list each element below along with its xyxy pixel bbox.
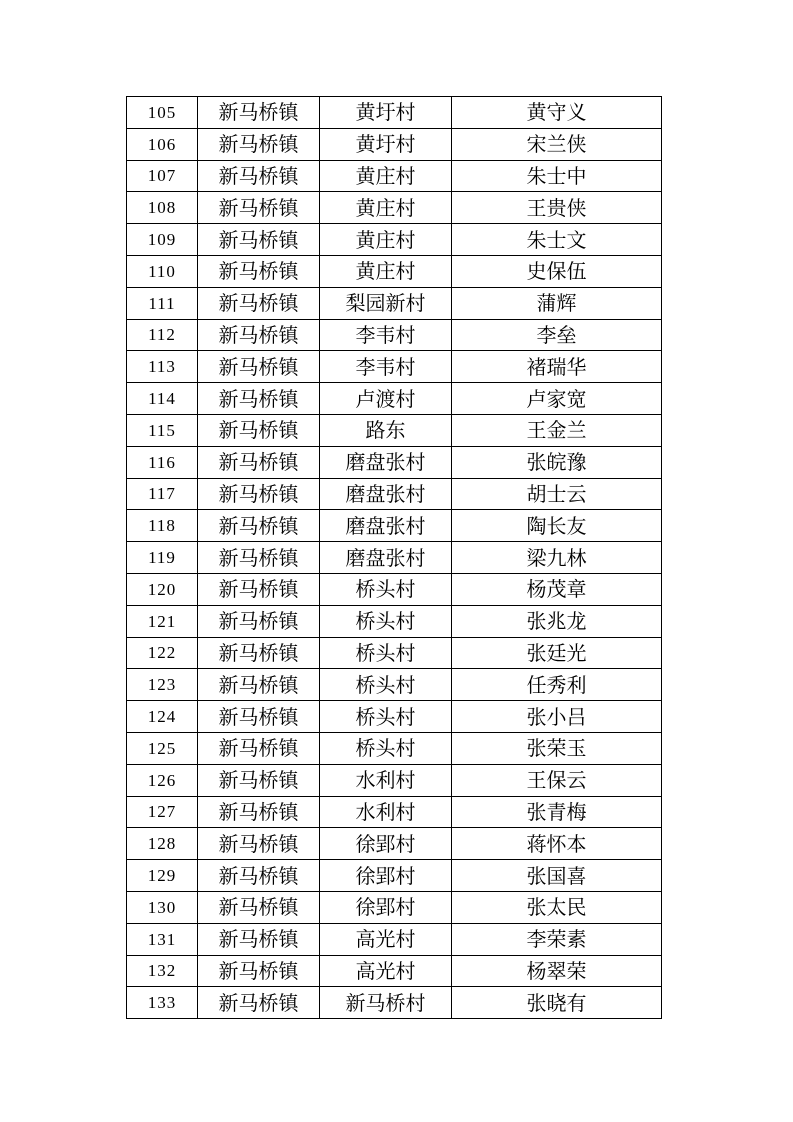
row-number-cell: 117: [127, 478, 198, 510]
table-row: [127, 351, 662, 383]
table-row: [127, 828, 662, 860]
row-number-cell: 130: [127, 891, 198, 923]
row-number-cell: 110: [127, 255, 198, 287]
village-cell: 黄庄村: [320, 192, 452, 224]
name-cell: 蒋怀本: [452, 828, 662, 860]
name-cell: 任秀利: [452, 669, 662, 701]
village-cell: 磨盘张村: [320, 478, 452, 510]
table-row: [127, 701, 662, 733]
town-cell: 新马桥镇: [198, 860, 320, 892]
town-cell: 新马桥镇: [198, 224, 320, 256]
row-number-cell: 107: [127, 160, 198, 192]
name-cell: 张国喜: [452, 860, 662, 892]
name-cell: 李垒: [452, 319, 662, 351]
table-row: [127, 764, 662, 796]
table-row: [127, 955, 662, 987]
row-number-cell: 127: [127, 796, 198, 828]
village-cell: 磨盘张村: [320, 542, 452, 574]
row-number-cell: 120: [127, 573, 198, 605]
town-cell: 新马桥镇: [198, 605, 320, 637]
table-row: [127, 446, 662, 478]
row-number-cell: 119: [127, 542, 198, 574]
name-cell: 李荣素: [452, 923, 662, 955]
row-number-cell: 133: [127, 987, 198, 1019]
table-row: [127, 637, 662, 669]
roster-table-container: [126, 96, 661, 1019]
row-number-cell: 113: [127, 351, 198, 383]
table-row: [127, 605, 662, 637]
row-number-cell: 108: [127, 192, 198, 224]
table-row: [127, 542, 662, 574]
village-cell: 新马桥村: [320, 987, 452, 1019]
village-cell: 路东: [320, 414, 452, 446]
row-number-cell: 122: [127, 637, 198, 669]
name-cell: 史保伍: [452, 255, 662, 287]
village-cell: 桥头村: [320, 573, 452, 605]
town-cell: 新马桥镇: [198, 669, 320, 701]
name-cell: 宋兰侠: [452, 128, 662, 160]
village-cell: 黄庄村: [320, 224, 452, 256]
row-number-cell: 112: [127, 319, 198, 351]
town-cell: 新马桥镇: [198, 128, 320, 160]
village-cell: 卢渡村: [320, 383, 452, 415]
town-cell: 新马桥镇: [198, 192, 320, 224]
town-cell: 新马桥镇: [198, 351, 320, 383]
name-cell: 褚瑞华: [452, 351, 662, 383]
name-cell: 张青梅: [452, 796, 662, 828]
town-cell: 新马桥镇: [198, 160, 320, 192]
village-cell: 黄庄村: [320, 160, 452, 192]
town-cell: 新马桥镇: [198, 732, 320, 764]
roster-table-body: [127, 97, 662, 1019]
row-number-cell: 118: [127, 510, 198, 542]
name-cell: 张廷光: [452, 637, 662, 669]
town-cell: 新马桥镇: [198, 764, 320, 796]
row-number-cell: 126: [127, 764, 198, 796]
row-number-cell: 116: [127, 446, 198, 478]
village-cell: 高光村: [320, 955, 452, 987]
village-cell: 高光村: [320, 923, 452, 955]
town-cell: 新马桥镇: [198, 828, 320, 860]
row-number-cell: 132: [127, 955, 198, 987]
table-row: [127, 414, 662, 446]
row-number-cell: 124: [127, 701, 198, 733]
town-cell: 新马桥镇: [198, 923, 320, 955]
row-number-cell: 123: [127, 669, 198, 701]
village-cell: 徐郢村: [320, 860, 452, 892]
row-number-cell: 109: [127, 224, 198, 256]
name-cell: 张荣玉: [452, 732, 662, 764]
table-row: [127, 319, 662, 351]
village-cell: 水利村: [320, 764, 452, 796]
table-row: [127, 860, 662, 892]
town-cell: 新马桥镇: [198, 891, 320, 923]
row-number-cell: 105: [127, 97, 198, 129]
name-cell: 朱士文: [452, 224, 662, 256]
town-cell: 新马桥镇: [198, 446, 320, 478]
table-row: [127, 128, 662, 160]
village-cell: 徐郢村: [320, 891, 452, 923]
table-row: [127, 287, 662, 319]
village-cell: 磨盘张村: [320, 446, 452, 478]
name-cell: 王贵侠: [452, 192, 662, 224]
village-cell: 磨盘张村: [320, 510, 452, 542]
row-number-cell: 125: [127, 732, 198, 764]
village-cell: 徐郢村: [320, 828, 452, 860]
table-row: [127, 891, 662, 923]
village-cell: 黄庄村: [320, 255, 452, 287]
name-cell: 陶长友: [452, 510, 662, 542]
town-cell: 新马桥镇: [198, 542, 320, 574]
village-cell: 桥头村: [320, 637, 452, 669]
name-cell: 张兆龙: [452, 605, 662, 637]
town-cell: 新马桥镇: [198, 796, 320, 828]
town-cell: 新马桥镇: [198, 319, 320, 351]
roster-table: [126, 96, 662, 1019]
town-cell: 新马桥镇: [198, 255, 320, 287]
town-cell: 新马桥镇: [198, 287, 320, 319]
town-cell: 新马桥镇: [198, 987, 320, 1019]
village-cell: 李韦村: [320, 351, 452, 383]
town-cell: 新马桥镇: [198, 414, 320, 446]
row-number-cell: 131: [127, 923, 198, 955]
name-cell: 杨翠荣: [452, 955, 662, 987]
table-row: [127, 573, 662, 605]
town-cell: 新马桥镇: [198, 955, 320, 987]
name-cell: 张太民: [452, 891, 662, 923]
name-cell: 张皖豫: [452, 446, 662, 478]
name-cell: 梁九林: [452, 542, 662, 574]
table-row: [127, 510, 662, 542]
village-cell: 桥头村: [320, 669, 452, 701]
table-row: [127, 923, 662, 955]
name-cell: 黄守义: [452, 97, 662, 129]
row-number-cell: 115: [127, 414, 198, 446]
town-cell: 新马桥镇: [198, 510, 320, 542]
table-row: [127, 255, 662, 287]
table-row: [127, 383, 662, 415]
name-cell: 王金兰: [452, 414, 662, 446]
table-row: [127, 669, 662, 701]
table-row: [127, 478, 662, 510]
name-cell: 杨茂章: [452, 573, 662, 605]
village-cell: 桥头村: [320, 732, 452, 764]
table-row: [127, 732, 662, 764]
town-cell: 新马桥镇: [198, 97, 320, 129]
village-cell: 梨园新村: [320, 287, 452, 319]
name-cell: 蒲辉: [452, 287, 662, 319]
name-cell: 卢家宽: [452, 383, 662, 415]
table-row: [127, 796, 662, 828]
town-cell: 新马桥镇: [198, 637, 320, 669]
name-cell: 胡士云: [452, 478, 662, 510]
town-cell: 新马桥镇: [198, 383, 320, 415]
town-cell: 新马桥镇: [198, 478, 320, 510]
row-number-cell: 129: [127, 860, 198, 892]
name-cell: 王保云: [452, 764, 662, 796]
village-cell: 李韦村: [320, 319, 452, 351]
table-row: [127, 224, 662, 256]
town-cell: 新马桥镇: [198, 573, 320, 605]
village-cell: 桥头村: [320, 701, 452, 733]
row-number-cell: 114: [127, 383, 198, 415]
village-cell: 黄圩村: [320, 128, 452, 160]
name-cell: 张小吕: [452, 701, 662, 733]
village-cell: 黄圩村: [320, 97, 452, 129]
name-cell: 张晓有: [452, 987, 662, 1019]
table-row: [127, 97, 662, 129]
table-row: [127, 192, 662, 224]
table-row: [127, 160, 662, 192]
village-cell: 桥头村: [320, 605, 452, 637]
row-number-cell: 121: [127, 605, 198, 637]
table-row: [127, 987, 662, 1019]
row-number-cell: 111: [127, 287, 198, 319]
name-cell: 朱士中: [452, 160, 662, 192]
village-cell: 水利村: [320, 796, 452, 828]
row-number-cell: 128: [127, 828, 198, 860]
row-number-cell: 106: [127, 128, 198, 160]
town-cell: 新马桥镇: [198, 701, 320, 733]
